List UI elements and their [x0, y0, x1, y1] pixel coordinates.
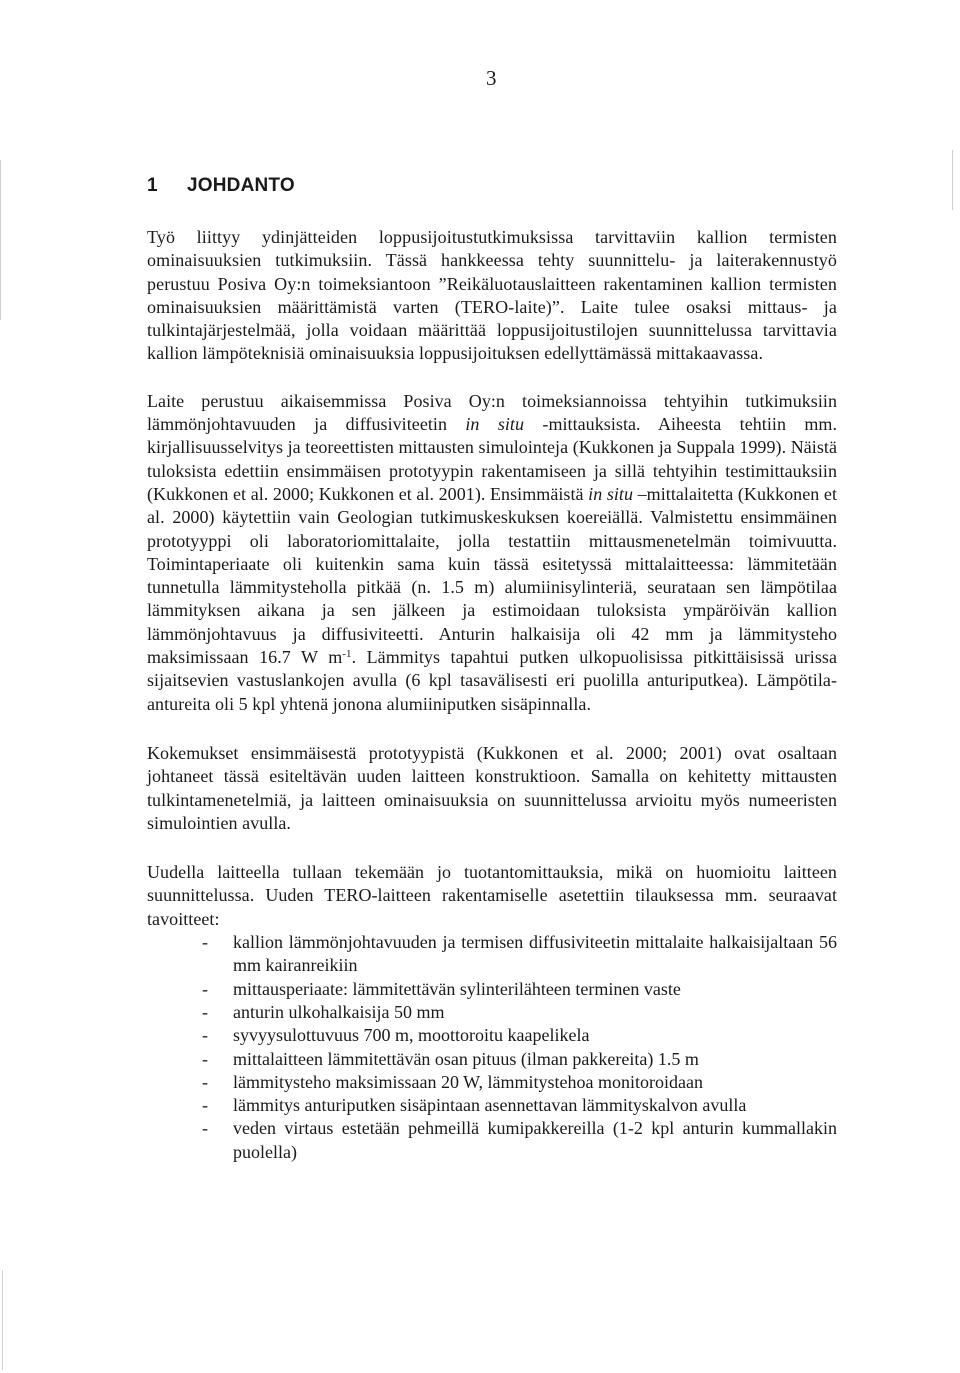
list-dash: -: [202, 1095, 208, 1116]
list-dash: -: [202, 1025, 208, 1046]
paragraph-background: [147, 390, 837, 716]
scan-edge-line: [0, 160, 1, 320]
paragraph-background-text: . Lämmitys tapahtui putken ulkopuolisissa pitkittäisissä urissa sijaitsevien vastuslankojen avulla (6 kpl tasavälisesti eri puolilla anturiputkea). Lämpötila-antureita oli 5 kpl yhtenä jonona alumiiniputken sisäpinnalla.: [147, 647, 837, 714]
list-dash: -: [202, 1118, 208, 1139]
list-item: [147, 931, 837, 978]
paragraph-experience: Kokemukset ensimmäisestä prototyypistä (Kukkonen et al. 2000; 2001) ovat osaltaan johtaneet tässä esiteltävän uuden laitteen konstruktioon. Samalla on kehitetty mittausten tulkintamenetelmiä, ja laitteen ominaisuuksia on suunnittelussa arvioitu myös numeeristen simulointien avulla.: [147, 742, 837, 833]
section-heading: [147, 174, 295, 198]
list-item-text: syvyysulottuvuus 700 m, moottoroitu kaapelikela: [233, 1025, 590, 1046]
list-dash: -: [202, 1071, 208, 1092]
list-item: [147, 978, 837, 1001]
scan-edge-line: [2, 1270, 3, 1370]
list-item-text: anturin ulkohalkaisija 50 mm: [233, 1001, 445, 1022]
list-item-text: lämmitys anturiputken sisäpintaan asennettavan lämmityskalvon avulla: [233, 1095, 747, 1116]
list-dash: -: [202, 1048, 208, 1069]
list-item: [147, 1094, 837, 1117]
page-number: 3: [486, 66, 497, 90]
list-item: [147, 1001, 837, 1024]
scan-edge-line: [952, 150, 953, 210]
document-body: [147, 226, 837, 1164]
paragraph-background-text: –mittalaitetta (Kukkonen et al. 2000) käytettiin vain Geologian tutkimuskeskuksen koereiällä. Valmistettu ensimmäinen prototyyppi oli laboratoriomittalaite, jolla testattiin mittausmenetelmän toimivuutta. Toimintaperiaate oli kuitenkin sama kuin tässä esitetyssä mittalaitteessa: lämmitetään tunnetulla lämmitysteholla pitkää (n. 1.5 m) alumiinisylinteriä, seurataan sen lämpötilaa lämmityksen aikana ja sen jälkeen ja estimoidaan tuloksista ympäröivän kallion lämmönjohtavuus ja diffusiviteetti. Anturin halkaisija oli 42 mm ja lämmitysteho maksimissaan 16.7 W m: [147, 483, 837, 668]
section-title: JOHDANTO: [187, 175, 295, 196]
list-dash: -: [202, 1001, 208, 1022]
list-item: [147, 1071, 837, 1094]
requirements-list: [147, 931, 837, 1164]
list-item-text: veden virtaus estetään pehmeillä kumipakkereilla (1-2 kpl anturin kummallakin puolella): [233, 1118, 837, 1162]
paragraph-background-text: -mittauksista. Aiheesta tehtiin mm. kirjallisuusselvitys ja teoreettisten mittausten simulointeja (Kukkonen ja Suppala 1999). Näistä tuloksista edettiin ensimmäisen prototyypin rakentamiseen ja sillä tehtyihin testimittauksiin (Kukkonen et al. 2000; Kukkonen et al. 2001). Ensimmäistä: [147, 414, 838, 504]
paragraph-intro: Työ liittyy ydinjätteiden loppusijoitustutkimuksissa tarvittaviin kallion termisten ominaisuuksien tutkimuksiin. Tässä hankkeessa tehty suunnittelu- ja laiterakennustyö perustuu Posiva Oy:n toimeksiantoon ”Reikäluotauslaitteen rakentaminen kallion termisten ominaisuuksien määrittämistä varten (TERO-laite)”. Laite tulee osaksi mittaus- ja tulkintajärjestelmää, jolla voidaan määrittää loppusijoitustilojen suunnittelussa tarvittavia kallion lämpöteknisiä ominaisuuksia loppusijoituksen edellyttämässä mittakaavassa.: [147, 227, 837, 364]
list-item-text: mittalaitteen lämmitettävän osan pituus (ilman pakkereita) 1.5 m: [233, 1048, 699, 1069]
list-item: [147, 1048, 837, 1071]
paragraph-requirements: Uudella laitteella tullaan tekemään jo tuotantomittauksia, mikä on huomioitu laitteen suunnittelussa. Uuden TERO-laitteen rakentamiselle asetettiin tilauksessa mm. seuraavat tavoitteet:: [147, 862, 837, 929]
list-dash: -: [202, 978, 208, 999]
section-number: 1: [147, 175, 158, 196]
in-situ-term: in situ: [465, 414, 525, 435]
paragraph-background-text: Laite perustuu aikaisemmissa Posiva Oy:n toimeksiannoissa tehtyihin tutkimuksiin lämmönjohtavuuden ja diffusiviteetin: [147, 390, 837, 435]
list-item-text: kallion lämmönjohtavuuden ja termisen diffusiviteetin mittalaite halkaisijaltaan 56 mm kairanreikiin: [233, 932, 837, 976]
unit-superscript: -1: [342, 648, 352, 661]
list-item: [147, 1024, 837, 1047]
list-item-text: mittausperiaate: lämmitettävän sylinterilähteen terminen vaste: [233, 978, 681, 999]
in-situ-term: in situ: [588, 483, 634, 504]
list-dash: -: [202, 932, 208, 953]
list-item-text: lämmitysteho maksimissaan 20 W, lämmitystehoa monitoroidaan: [233, 1071, 703, 1092]
list-item: [147, 1117, 837, 1164]
